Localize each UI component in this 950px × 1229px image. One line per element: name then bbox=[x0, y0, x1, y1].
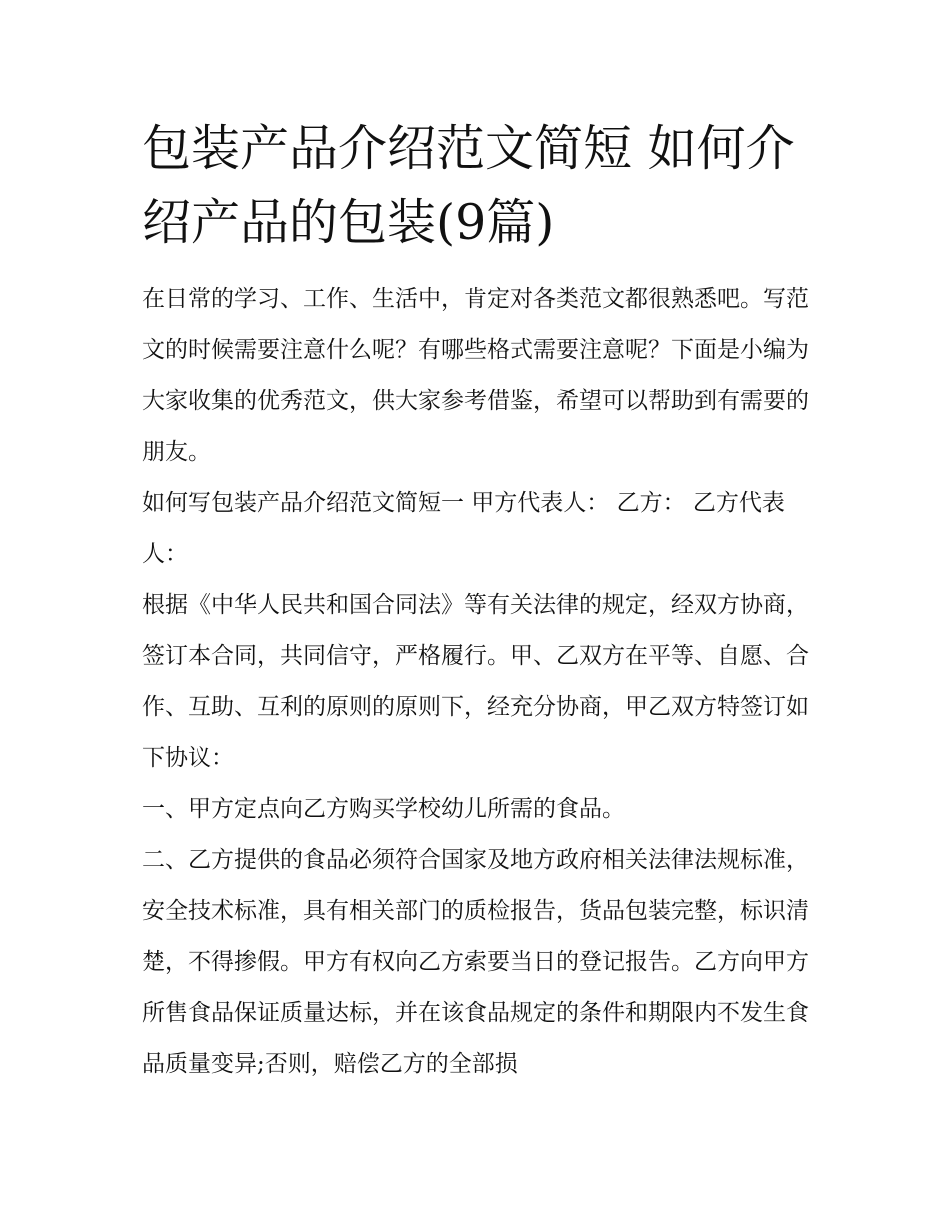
document-page bbox=[142, 112, 822, 1090]
clause-two-paragraph: 二、乙方提供的食品必须符合国家及地方政府相关法律法规标准，安全技术标准，具有相关部门的质检报告，货品包装完整，标识清楚，不得掺假。甲方有权向乙方索要当日的登记报告。乙方向甲方所售食品保证质量达标，并在该食品规定的条件和期限内不发生食品质量变异;否则，赔偿乙方的全部损 bbox=[142, 847, 809, 1077]
section-heading-paragraph: 如何写包装产品介绍范文简短一 甲方代表人： 乙方： 乙方代表人： bbox=[142, 490, 785, 567]
contract-preamble-paragraph: 根据《中华人民共和国合同法》等有关法律的规定，经双方协商，签订本合同，共同信守，严格履行。甲、乙双方在平等、自愿、合作、互助、互利的原则的原则下，经充分协商，甲乙双方特签订如下协议： bbox=[142, 592, 809, 771]
clause-one-paragraph: 一、甲方定点向乙方购买学校幼儿所需的食品。 bbox=[142, 796, 625, 822]
intro-paragraph: 在日常的学习、工作、生活中，肯定对各类范文都很熟悉吧。写范文的时候需要注意什么呢？有哪些格式需要注意呢？下面是小编为大家收集的优秀范文，供大家参考借鉴，希望可以帮助到有需要的朋友。 bbox=[142, 286, 809, 465]
document-body bbox=[142, 274, 822, 1090]
page-title: 包装产品介绍范文简短 如何介绍产品的包装(9篇) bbox=[142, 120, 795, 251]
